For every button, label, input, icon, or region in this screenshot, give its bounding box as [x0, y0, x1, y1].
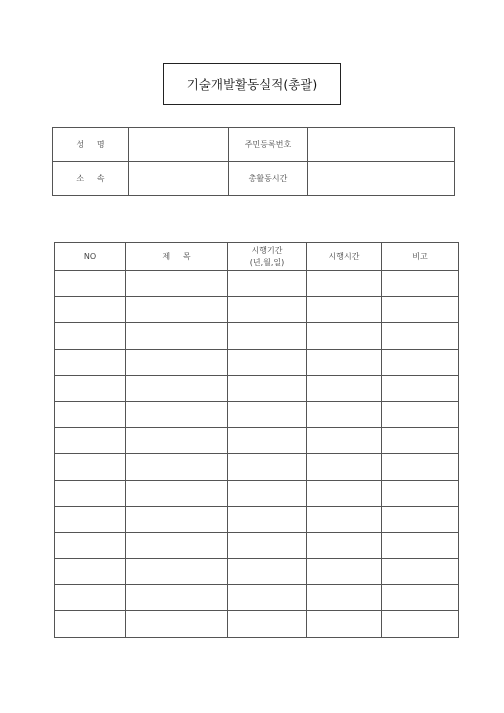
- remarks-cell[interactable]: [382, 297, 459, 323]
- header-period: [228, 243, 307, 271]
- info-row-affiliation: [53, 162, 455, 196]
- subject-cell[interactable]: [126, 323, 228, 349]
- table-header-row: [55, 243, 459, 271]
- table-row: [55, 480, 459, 506]
- hours-cell[interactable]: [307, 559, 382, 585]
- resident-id-label: 주민등록번호: [229, 128, 308, 162]
- document-title: 기술개발활동실적(총괄): [163, 63, 341, 105]
- hours-cell[interactable]: [307, 271, 382, 297]
- personal-info-table: [52, 127, 455, 196]
- subject-cell[interactable]: [126, 428, 228, 454]
- no-cell[interactable]: [55, 349, 126, 375]
- no-cell[interactable]: [55, 585, 126, 611]
- header-subject: 제 목: [126, 243, 228, 271]
- no-cell[interactable]: [55, 506, 126, 532]
- subject-cell[interactable]: [126, 532, 228, 558]
- name-field[interactable]: [129, 128, 229, 162]
- header-period-line2: (년,월,일): [249, 257, 285, 267]
- hours-cell[interactable]: [307, 323, 382, 349]
- hours-cell[interactable]: [307, 428, 382, 454]
- no-cell[interactable]: [55, 532, 126, 558]
- total-hours-label: 총활동시간: [229, 162, 308, 196]
- remarks-cell[interactable]: [382, 375, 459, 401]
- hours-cell[interactable]: [307, 454, 382, 480]
- subject-cell[interactable]: [126, 349, 228, 375]
- period-cell[interactable]: [228, 585, 307, 611]
- table-row: [55, 401, 459, 427]
- name-label: 성 명: [53, 128, 129, 162]
- period-cell[interactable]: [228, 297, 307, 323]
- info-row-name: [53, 128, 455, 162]
- hours-cell[interactable]: [307, 532, 382, 558]
- no-cell[interactable]: [55, 428, 126, 454]
- subject-cell[interactable]: [126, 454, 228, 480]
- period-cell[interactable]: [228, 480, 307, 506]
- period-cell[interactable]: [228, 454, 307, 480]
- subject-cell[interactable]: [126, 611, 228, 637]
- table-row: [55, 532, 459, 558]
- hours-cell[interactable]: [307, 401, 382, 427]
- affiliation-label: 소 속: [53, 162, 129, 196]
- period-cell[interactable]: [228, 271, 307, 297]
- header-hours: 시행시간: [307, 243, 382, 271]
- no-cell[interactable]: [55, 454, 126, 480]
- hours-cell[interactable]: [307, 349, 382, 375]
- header-no: NO: [55, 243, 126, 271]
- period-cell[interactable]: [228, 323, 307, 349]
- table-body: [55, 271, 459, 638]
- table-row: [55, 559, 459, 585]
- table-row: [55, 506, 459, 532]
- no-cell[interactable]: [55, 375, 126, 401]
- remarks-cell[interactable]: [382, 323, 459, 349]
- affiliation-field[interactable]: [129, 162, 229, 196]
- total-hours-field[interactable]: [308, 162, 455, 196]
- no-cell[interactable]: [55, 611, 126, 637]
- no-cell[interactable]: [55, 323, 126, 349]
- subject-cell[interactable]: [126, 559, 228, 585]
- subject-cell[interactable]: [126, 401, 228, 427]
- remarks-cell[interactable]: [382, 349, 459, 375]
- remarks-cell[interactable]: [382, 532, 459, 558]
- hours-cell[interactable]: [307, 375, 382, 401]
- remarks-cell[interactable]: [382, 506, 459, 532]
- period-cell[interactable]: [228, 532, 307, 558]
- table-row: [55, 428, 459, 454]
- hours-cell[interactable]: [307, 585, 382, 611]
- remarks-cell[interactable]: [382, 454, 459, 480]
- remarks-cell[interactable]: [382, 428, 459, 454]
- table-row: [55, 375, 459, 401]
- table-row: [55, 454, 459, 480]
- header-period-line1: 시행기간: [251, 245, 283, 255]
- subject-cell[interactable]: [126, 585, 228, 611]
- period-cell[interactable]: [228, 506, 307, 532]
- remarks-cell[interactable]: [382, 480, 459, 506]
- period-cell[interactable]: [228, 401, 307, 427]
- remarks-cell[interactable]: [382, 559, 459, 585]
- header-remarks: 비고: [382, 243, 459, 271]
- subject-cell[interactable]: [126, 375, 228, 401]
- period-cell[interactable]: [228, 611, 307, 637]
- subject-cell[interactable]: [126, 271, 228, 297]
- hours-cell[interactable]: [307, 480, 382, 506]
- subject-cell[interactable]: [126, 480, 228, 506]
- remarks-cell[interactable]: [382, 401, 459, 427]
- resident-id-field[interactable]: [308, 128, 455, 162]
- table-row: [55, 323, 459, 349]
- no-cell[interactable]: [55, 480, 126, 506]
- table-row: [55, 271, 459, 297]
- remarks-cell[interactable]: [382, 585, 459, 611]
- no-cell[interactable]: [55, 401, 126, 427]
- no-cell[interactable]: [55, 559, 126, 585]
- hours-cell[interactable]: [307, 506, 382, 532]
- no-cell[interactable]: [55, 271, 126, 297]
- period-cell[interactable]: [228, 375, 307, 401]
- remarks-cell[interactable]: [382, 271, 459, 297]
- period-cell[interactable]: [228, 428, 307, 454]
- table-row: [55, 297, 459, 323]
- no-cell[interactable]: [55, 297, 126, 323]
- hours-cell[interactable]: [307, 297, 382, 323]
- table-row: [55, 349, 459, 375]
- table-row: [55, 611, 459, 637]
- activity-log-table: [54, 242, 459, 638]
- period-cell[interactable]: [228, 559, 307, 585]
- subject-cell[interactable]: [126, 297, 228, 323]
- subject-cell[interactable]: [126, 506, 228, 532]
- hours-cell[interactable]: [307, 611, 382, 637]
- period-cell[interactable]: [228, 349, 307, 375]
- remarks-cell[interactable]: [382, 611, 459, 637]
- table-row: [55, 585, 459, 611]
